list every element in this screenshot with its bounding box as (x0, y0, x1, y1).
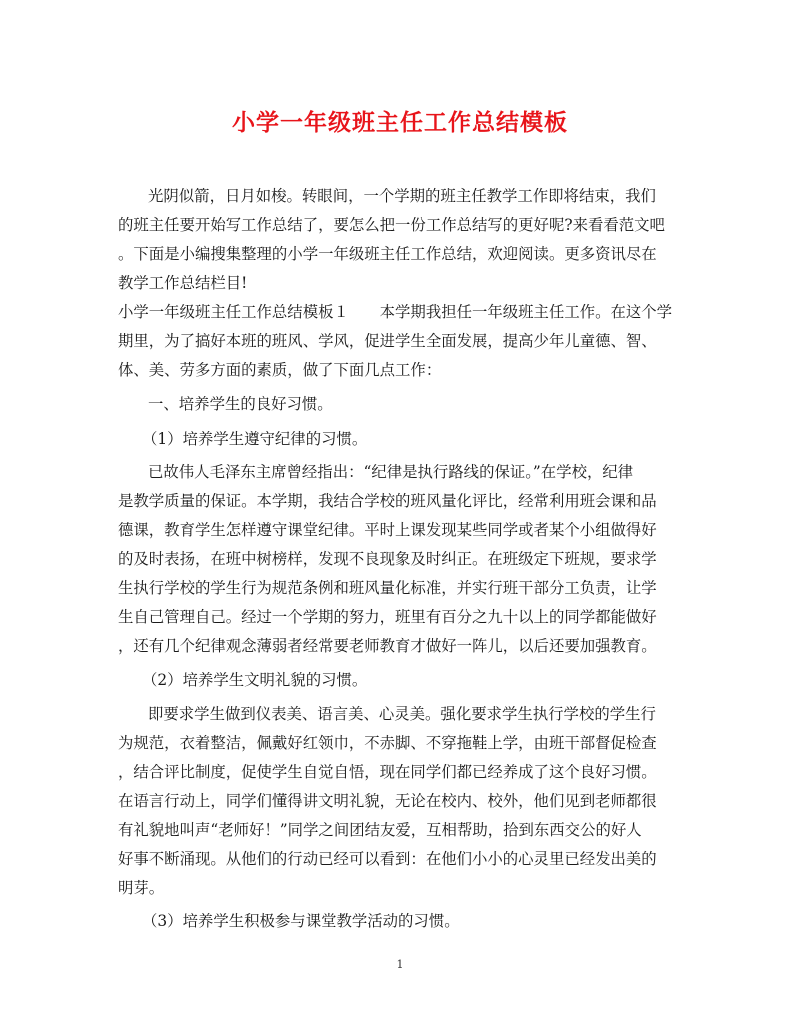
page-number: 1 (396, 958, 404, 971)
paragraph-line: 的班主任要开始写工作总结了，要怎么把一份工作总结写的更好呢?来看看范文吧 (118, 216, 665, 234)
paragraph-line: 期里，为了搞好本班的班风、学风，促进学生全面发展，提高少年儿童德、智、 (118, 332, 657, 350)
paragraph-line: 小学一年级班主任工作总结模板１ 本学期我担任一年级班主任工作。在这个学 (118, 303, 673, 321)
paragraph-line: 的及时表扬，在班中树榜样，发现不良现象及时纠正。在班级定下班规，要求学 (118, 550, 657, 568)
subsection-heading: （3）培养学生积极参与课堂教学活动的习惯。 (142, 912, 460, 930)
paragraph-line: 明芽。 (118, 879, 165, 897)
paragraph-line: 是教学质量的保证。本学期，我结合学校的班风量化评比，经常利用班会课和品 (118, 492, 657, 510)
paragraph-line: 德课，教育学生怎样遵守课堂纪律。平时上课发现某些同学或者某个小组做得好 (118, 521, 657, 539)
paragraph-line: 生执行学校的学生行为规范条例和班风量化标准，并实行班干部分工负责，让学 (118, 579, 657, 597)
paragraph-line: ，还有几个纪律观念薄弱者经常要老师教育才做好一阵儿，以后还要加强教育。 (118, 637, 657, 655)
paragraph-line: 教学工作总结栏目! (118, 274, 248, 292)
paragraph-line: 生自己管理自己。经过一个学期的努力，班里有百分之九十以上的同学都能做好 (118, 608, 657, 626)
paragraph-line: 有礼貌地叫声“老师好！”同学之间团结友爱，互相帮助，拾到东西交公的好人 (118, 821, 642, 839)
subsection-heading: （1）培养学生遵守纪律的习惯。 (142, 430, 368, 448)
paragraph-line: 为规范，衣着整洁，佩戴好红领巾，不赤脚、不穿拖鞋上学，由班干部督促检查 (118, 734, 657, 752)
subsection-heading: （2）培养学生文明礼貌的习惯。 (142, 671, 368, 689)
paragraph-line: 好事不断涌现。从他们的行动已经可以看到：在他们小小的心灵里已经发出美的 (118, 850, 657, 868)
paragraph-line: 。下面是小编搜集整理的小学一年级班主任工作总结，欢迎阅读。更多资讯尽在 (118, 245, 657, 263)
paragraph-line: 已故伟人毛泽东主席曾经指出：“纪律是执行路线的保证。”在学校，纪律 (148, 463, 634, 481)
document-title: 小学一年级班主任工作总结模板 (232, 109, 568, 136)
paragraph-line: 即要求学生做到仪表美、语言美、心灵美。强化要求学生执行学校的学生行 (148, 705, 656, 723)
paragraph-line: 体、美、劳多方面的素质，做了下面几点工作： (118, 361, 442, 379)
section-heading: 一、培养学生的良好习惯。 (148, 395, 333, 413)
paragraph-line: 在语言行动上，同学们懂得讲文明礼貌，无论在校内、校外，他们见到老师都很 (118, 792, 657, 810)
paragraph-line: ，结合评比制度，促使学生自觉自悟，现在同学们都已经养成了这个良好习惯。 (118, 763, 657, 781)
paragraph-line: 光阴似箭，日月如梭。转眼间，一个学期的班主任教学工作即将结束，我们 (148, 187, 656, 205)
